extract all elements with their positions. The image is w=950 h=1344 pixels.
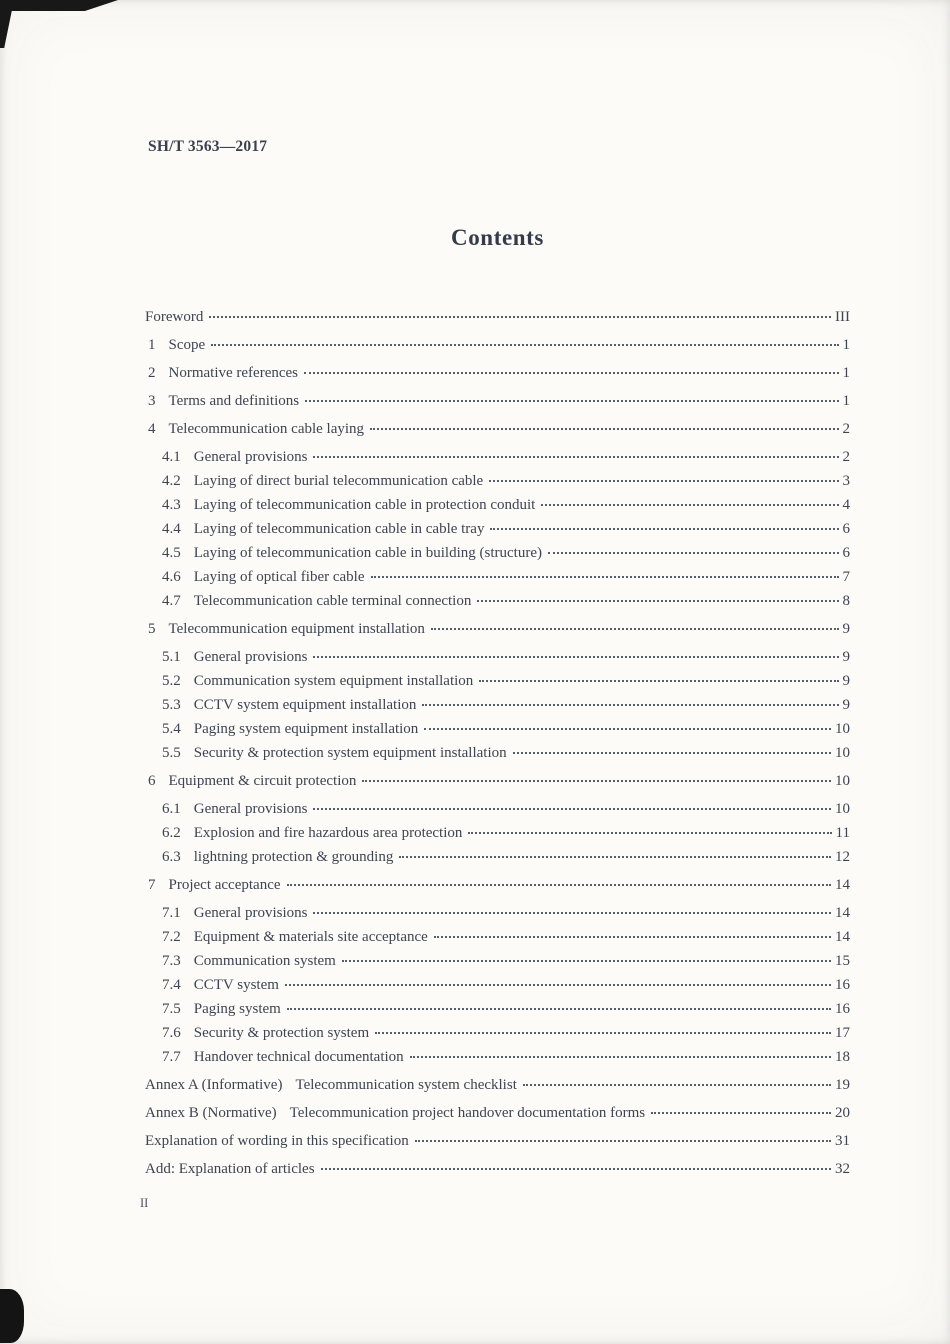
footer-page-number: II xyxy=(140,1196,149,1210)
toc-leader-dots xyxy=(468,832,831,834)
toc-entry-number: 7.4 xyxy=(162,977,181,993)
toc-entry xyxy=(145,997,850,1021)
toc-entry-page: 6 xyxy=(842,545,850,561)
toc-leader-dots xyxy=(490,528,838,530)
toc-leader-dots xyxy=(375,1032,831,1034)
toc-entry-number: 3 xyxy=(148,393,156,409)
toc-entry xyxy=(145,589,850,613)
toc-entry xyxy=(145,517,850,541)
toc-entry-number: Annex B (Normative) xyxy=(145,1105,277,1121)
toc-entry-page: 2 xyxy=(842,421,850,437)
toc-entry xyxy=(145,1129,850,1153)
toc-entry-number: 4.3 xyxy=(162,497,181,513)
toc-entry xyxy=(145,361,850,385)
toc-leader-dots xyxy=(523,1084,831,1086)
toc-entry-page: 6 xyxy=(842,521,850,537)
toc-entry xyxy=(145,417,850,441)
toc-entry xyxy=(145,305,850,329)
toc-entry-page: 10 xyxy=(835,721,850,737)
toc-entry-page: 9 xyxy=(842,673,850,689)
toc-entry-title: Paging system equipment installation xyxy=(193,721,419,737)
toc-entry-page: 10 xyxy=(835,745,850,761)
toc-entry-page: 10 xyxy=(835,801,850,817)
toc-entry-page: 9 xyxy=(842,697,850,713)
toc-entry xyxy=(145,1021,850,1045)
toc-entry-page: 31 xyxy=(835,1133,850,1149)
toc-entry-title: Telecommunication system checklist xyxy=(295,1077,517,1093)
toc-entry-title: Terms and definitions xyxy=(168,393,300,409)
toc-entry-number: 5.2 xyxy=(162,673,181,689)
toc-leader-dots xyxy=(342,960,831,962)
toc-entry-number: 5.3 xyxy=(162,697,181,713)
toc-entry-page: 4 xyxy=(842,497,850,513)
toc-entry xyxy=(145,1073,850,1097)
toc-entry-number: 5.4 xyxy=(162,721,181,737)
page-content xyxy=(145,137,850,1181)
toc-entry-number: 4.7 xyxy=(162,593,181,609)
toc-entry xyxy=(145,389,850,413)
toc-leader-dots xyxy=(211,344,838,346)
toc-entry-title: Paging system xyxy=(193,1001,281,1017)
toc-entry-title: Normative references xyxy=(168,365,299,381)
toc-leader-dots xyxy=(370,428,838,430)
toc-entry xyxy=(145,769,850,793)
toc-entry-number: 7 xyxy=(148,877,156,893)
toc-entry-title: Telecommunication cable laying xyxy=(168,421,365,437)
toc-entry-page: 2 xyxy=(842,449,850,465)
toc-entry-page: 20 xyxy=(835,1105,850,1121)
toc-entry-page: 16 xyxy=(835,977,850,993)
toc-entry-number: 6.1 xyxy=(162,801,181,817)
toc-entry-page: 14 xyxy=(835,905,850,921)
scan-artifact-top-left-edge xyxy=(0,0,14,48)
toc-entry-page: 3 xyxy=(842,473,850,489)
toc-entry-title: Explanation of wording in this specification xyxy=(145,1133,409,1149)
toc-leader-dots xyxy=(362,780,831,782)
toc-entry xyxy=(145,693,850,717)
toc-entry xyxy=(145,469,850,493)
toc-entry-title: Equipment & circuit protection xyxy=(168,773,357,789)
toc-entry-title: Telecommunication equipment installation xyxy=(168,621,425,637)
toc-entry-number: 5 xyxy=(148,621,156,637)
toc-leader-dots xyxy=(313,656,838,658)
toc-entry-title: General provisions xyxy=(193,649,308,665)
toc-entry-number: 7.7 xyxy=(162,1049,181,1065)
toc-entry xyxy=(145,669,850,693)
toc-entry-title: Telecommunication cable terminal connection xyxy=(193,593,472,609)
toc-entry xyxy=(145,565,850,589)
toc-leader-dots xyxy=(399,856,831,858)
toc-entry-title: CCTV system equipment installation xyxy=(193,697,417,713)
toc-entry-number: 2 xyxy=(148,365,156,381)
toc-entry xyxy=(145,1045,850,1069)
toc-entry-title: Handover technical documentation xyxy=(193,1049,404,1065)
toc-entry-page: 9 xyxy=(842,649,850,665)
toc-entry-page: 1 xyxy=(842,393,850,409)
toc-entry xyxy=(145,617,850,641)
toc-entry-page: 17 xyxy=(835,1025,850,1041)
toc-leader-dots xyxy=(541,504,838,506)
toc-entry-page: 9 xyxy=(842,621,850,637)
toc-leader-dots xyxy=(548,552,839,554)
toc-leader-dots xyxy=(651,1112,831,1114)
toc-leader-dots xyxy=(321,1168,831,1170)
toc-entry-page: 11 xyxy=(835,825,850,841)
toc-entry xyxy=(145,797,850,821)
toc-entry xyxy=(145,717,850,741)
scan-artifact-top-left xyxy=(0,0,118,11)
toc-entry-number: 5.1 xyxy=(162,649,181,665)
toc-entry-number: 5.5 xyxy=(162,745,181,761)
scan-artifact-bottom-left xyxy=(0,1289,24,1343)
toc-leader-dots xyxy=(313,456,838,458)
toc-entry xyxy=(145,1101,850,1125)
toc-leader-dots xyxy=(424,728,831,730)
toc-entry-number: 6.3 xyxy=(162,849,181,865)
toc-entry-title: lightning protection & grounding xyxy=(193,849,394,865)
toc-entry-number: 7.2 xyxy=(162,929,181,945)
toc-entry-number: 6 xyxy=(148,773,156,789)
toc-entry-title: General provisions xyxy=(193,449,308,465)
toc-leader-dots xyxy=(305,400,838,402)
toc-leader-dots xyxy=(489,480,838,482)
toc-entry-number: 7.1 xyxy=(162,905,181,921)
toc-entry-number: 4.4 xyxy=(162,521,181,537)
toc-entry xyxy=(145,949,850,973)
toc-leader-dots xyxy=(209,316,831,318)
toc-entry-page: 15 xyxy=(835,953,850,969)
toc-entry-number: 4.5 xyxy=(162,545,181,561)
toc-entry-title: Communication system equipment installation xyxy=(193,673,474,689)
toc-leader-dots xyxy=(431,628,839,630)
toc-entry xyxy=(145,741,850,765)
toc-entry-page: III xyxy=(835,309,850,325)
toc-entry-title: Security & protection system equipment installation xyxy=(193,745,507,761)
toc-entry-title: Laying of telecommunication cable in cable tray xyxy=(193,521,485,537)
toc-entry-number: 4.1 xyxy=(162,449,181,465)
toc-entry xyxy=(145,821,850,845)
toc-entry xyxy=(145,541,850,565)
toc-entry-title: Explosion and fire hazardous area protection xyxy=(193,825,463,841)
toc-leader-dots xyxy=(513,752,831,754)
toc-entry-number: 7.5 xyxy=(162,1001,181,1017)
toc-leader-dots xyxy=(415,1140,831,1142)
toc-entry-title: Project acceptance xyxy=(168,877,281,893)
toc-leader-dots xyxy=(313,912,831,914)
toc-entry-number: 4.2 xyxy=(162,473,181,489)
toc-entry-title: Laying of telecommunication cable in building (structure) xyxy=(193,545,542,561)
toc-entry xyxy=(145,645,850,669)
toc-entry-page: 8 xyxy=(842,593,850,609)
toc-entry-page: 16 xyxy=(835,1001,850,1017)
toc-entry-number: 7.6 xyxy=(162,1025,181,1041)
toc-entry xyxy=(145,493,850,517)
toc-leader-dots xyxy=(285,984,831,986)
toc-entry-number: 7.3 xyxy=(162,953,181,969)
toc-entry xyxy=(145,845,850,869)
toc-entry-page: 1 xyxy=(842,365,850,381)
toc-entry xyxy=(145,1157,850,1181)
toc-entry-page: 18 xyxy=(835,1049,850,1065)
toc-entry-page: 1 xyxy=(842,337,850,353)
toc-entry-number: 1 xyxy=(148,337,156,353)
toc-entry-number: 4 xyxy=(148,421,156,437)
toc-leader-dots xyxy=(410,1056,831,1058)
toc-entry-number: 6.2 xyxy=(162,825,181,841)
toc-entry-number: 4.6 xyxy=(162,569,181,585)
toc-leader-dots xyxy=(287,884,831,886)
toc-entry-title: Laying of optical fiber cable xyxy=(193,569,365,585)
toc-entry xyxy=(145,445,850,469)
toc-entry-title: Equipment & materials site acceptance xyxy=(193,929,428,945)
toc-entry xyxy=(145,333,850,357)
toc-entry-title: General provisions xyxy=(193,801,308,817)
toc-entry xyxy=(145,873,850,897)
toc-entry-page: 19 xyxy=(835,1077,850,1093)
page-title: Contents xyxy=(451,225,544,250)
toc-leader-dots xyxy=(313,808,831,810)
toc-entry xyxy=(145,925,850,949)
toc-entry-title: CCTV system xyxy=(193,977,279,993)
toc-entry-page: 14 xyxy=(835,877,850,893)
toc-leader-dots xyxy=(371,576,839,578)
toc-entry-page: 10 xyxy=(835,773,850,789)
toc-leader-dots xyxy=(434,936,831,938)
toc-entry-title: Telecommunication project handover documentation forms xyxy=(289,1105,646,1121)
toc-entry-title: General provisions xyxy=(193,905,308,921)
toc-entry-title: Add: Explanation of articles xyxy=(145,1161,315,1177)
toc-entry-title: Communication system xyxy=(193,953,336,969)
toc-list xyxy=(145,305,850,1181)
toc-entry-title: Foreword xyxy=(145,309,204,325)
toc-entry-title: Laying of telecommunication cable in protection conduit xyxy=(193,497,536,513)
toc-leader-dots xyxy=(422,704,838,706)
toc-entry-page: 14 xyxy=(835,929,850,945)
toc-entry xyxy=(145,901,850,925)
toc-entry-title: Security & protection system xyxy=(193,1025,370,1041)
toc-entry-title: Scope xyxy=(168,337,206,353)
toc-entry-page: 32 xyxy=(835,1161,850,1177)
toc-entry-page: 7 xyxy=(842,569,850,585)
toc-entry-title: Laying of direct burial telecommunication cable xyxy=(193,473,484,489)
toc-leader-dots xyxy=(304,372,838,374)
toc-leader-dots xyxy=(479,680,838,682)
toc-leader-dots xyxy=(477,600,838,602)
toc-leader-dots xyxy=(287,1008,831,1010)
toc-entry xyxy=(145,973,850,997)
document-code: SH/T 3563—2017 xyxy=(148,138,268,155)
toc-entry-number: Annex A (Informative) xyxy=(145,1077,283,1093)
toc-entry-page: 12 xyxy=(835,849,850,865)
